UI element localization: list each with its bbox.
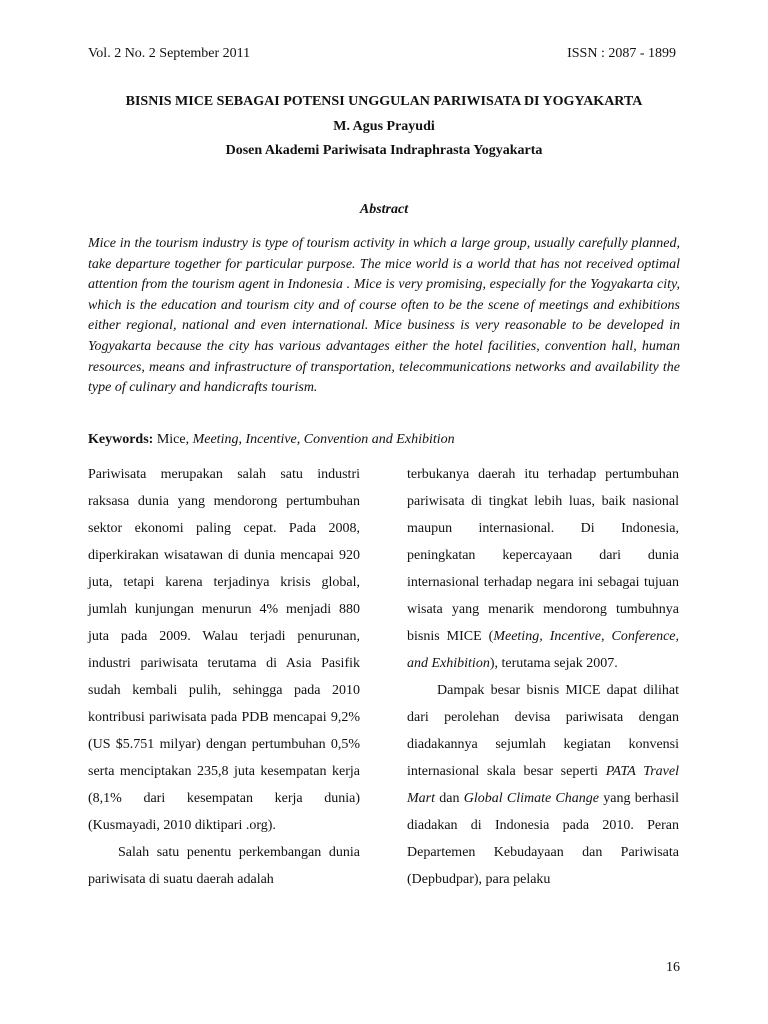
body-paragraph: [407, 461, 679, 677]
paper-title: BISNIS MICE SEBAGAI POTENSI UNGGULAN PARIWISATA DI YOGYAKARTA: [125, 94, 643, 109]
body-paragraph: Pariwisata merupakan salah satu industri raksasa dunia yang mendorong pertumbuhan sektor ekonomi paling cepat. Pada 2008, diperkirakan wisatawan di dunia mencapai 920 juta, tetapi karena terjadinya krisis global, jumlah kunjungan menurun 4% menjadi 880 juta pada 2009. Walau terjadi penurunan, industri pariwisata terutama di Asia Pasifik sudah kembali pulih, sehingga pada 2010 kontribusi pariwisata pada PDB mencapai 9,2% (US $5.751 milyar) dengan pertumbuhan 0,5% serta menciptakan 235,8 juta kesempatan kerja (8,1% dari kesempatan kerja dunia) (Kusmayadi, 2010 diktipari .org).: [88, 467, 360, 833]
keywords-italic: Meeting, Incentive, Convention and Exhibition: [192, 432, 455, 447]
body-italic-text: Meeting, Incentive, Conference, and Exhibition: [407, 629, 679, 671]
body-text: yang berhasil diadakan di Indonesia pada 2010. Peran Departemen Kebudayaan dan Pariwisata (Depbudpar), para pelaku: [407, 791, 680, 887]
author-name: M. Agus Prayudi: [333, 118, 435, 134]
body-text: dan: [435, 791, 464, 806]
title-block: [0, 90, 768, 164]
journal-volume: Vol. 2 No. 2 September 2011: [88, 46, 251, 61]
body-paragraph: [407, 677, 679, 893]
abstract-heading: Abstract: [359, 202, 409, 217]
keywords-label: Keywords:: [88, 432, 154, 447]
keywords-plain: Mice,: [156, 432, 190, 447]
body-column-left: [88, 461, 360, 893]
body-text: ), terutama sejak 2007.: [489, 656, 618, 671]
body-text: Dampak besar bisnis MICE dapat dilihat dari perolehan devisa pariwisata dengan diadakannya sejumlah kegiatan konvensi internasional skala besar seperti: [407, 683, 679, 779]
author-affiliation: Dosen Akademi Pariwisata Indraphrasta Yogyakarta: [225, 143, 543, 158]
page-number: 16: [666, 960, 680, 975]
body-paragraph: Salah satu penentu perkembangan dunia pariwisata di suatu daerah adalah: [88, 845, 360, 887]
body-italic-text: Global Climate Change: [463, 791, 599, 806]
abstract-text: Mice in the tourism industry is type of tourism activity in which a large group, usually carefully planned, take departure together for particular purpose. The mice world is a world that has not received optimal attention from the tourism agent in Indonesia . Mice is very promising, especially for the Yogyakarta city, which is the education and tourism city and of course often to be the scene of meetings and exhibitions either regional, national and even international. Mice business is very reasonable to be developed in Yogyakarta because the city has various advantages either the hotel facilities, convention hall, human resources, means and infrastructure of transportation, telecommunications networks and availability the type of culinary and handicrafts tourism.: [88, 236, 680, 396]
journal-issn: ISSN : 2087 - 1899: [567, 46, 676, 61]
body-italic-text: PATA Travel Mart: [407, 764, 679, 806]
body-text: terbukanya daerah itu terhadap pertumbuhan pariwisata di tingkat lebih luas, baik nasional maupun internasional. Di Indonesia, peningkatan kepercayaan dari dunia internasional terhadap negara ini sebagai tujuan wisata yang menarik mendorong tumbuhnya bisnis MICE (: [407, 467, 679, 644]
keywords-line: [88, 432, 455, 448]
body-column-right: [407, 461, 679, 893]
